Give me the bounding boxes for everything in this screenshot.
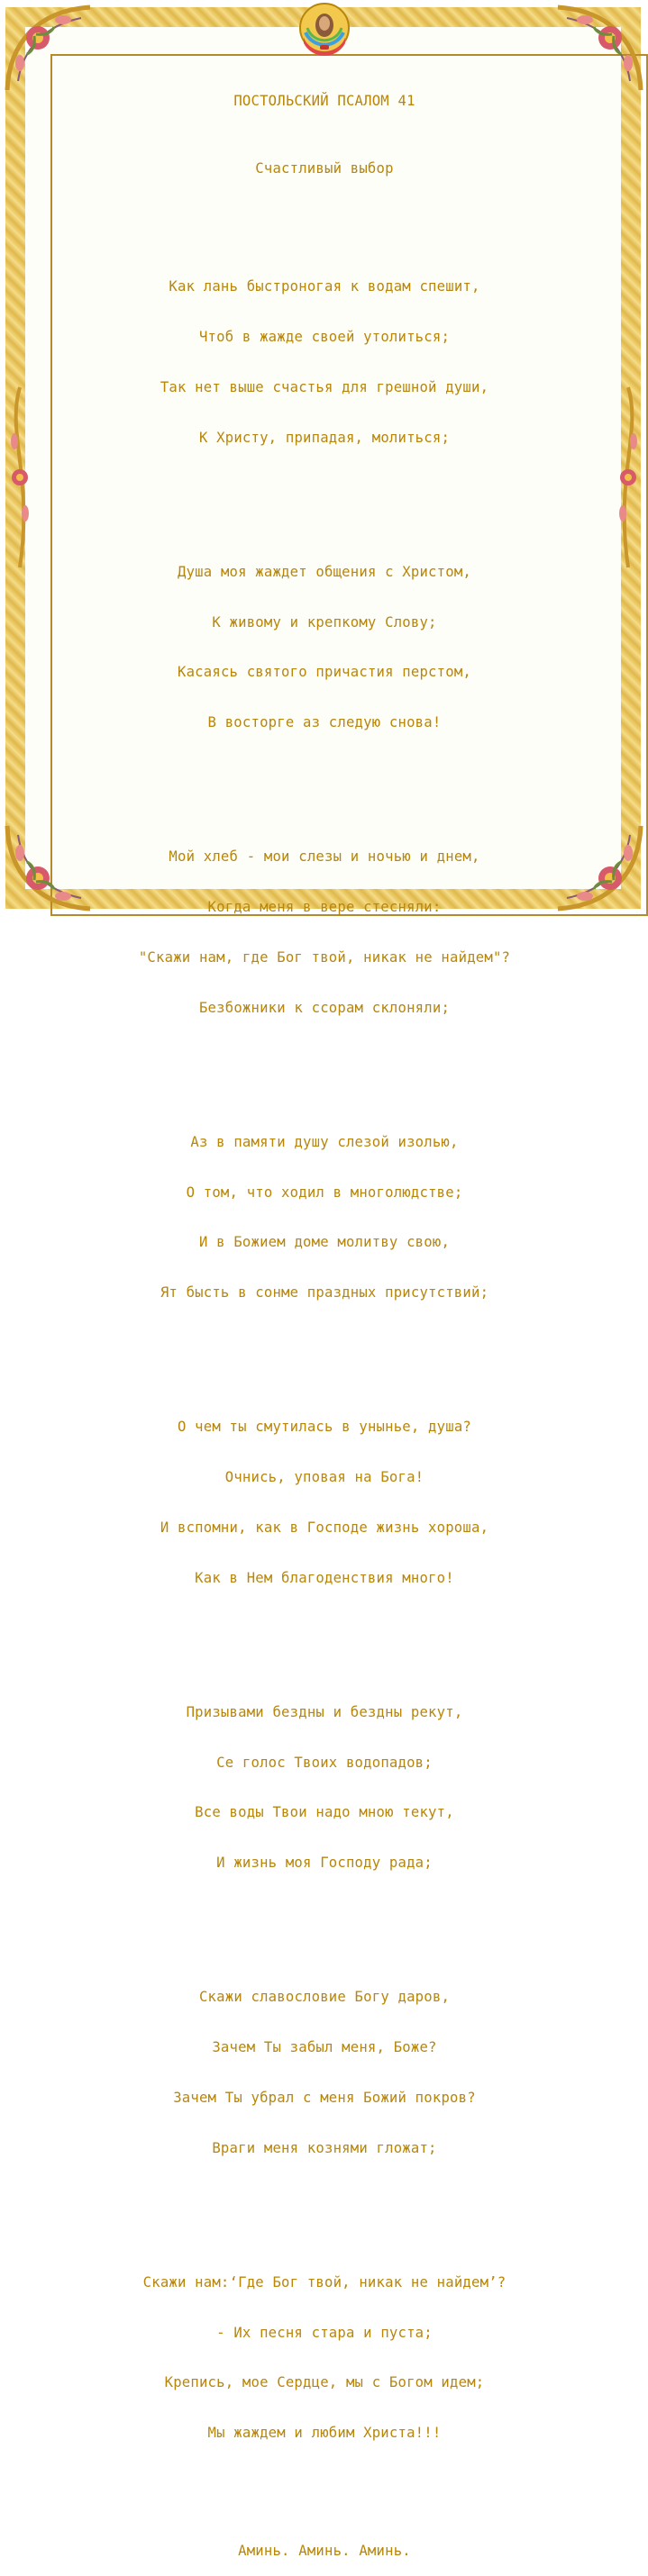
verse-line: О том, что ходил в многолюдстве; bbox=[186, 1184, 463, 1201]
stanza bbox=[54, 531, 595, 765]
verse-line: Очнись, уповая на Бога! bbox=[224, 1469, 424, 1486]
verse-line: Скажи славословие Богу даров, bbox=[198, 1989, 451, 2006]
verse-line: В восторге аз следую снова! bbox=[207, 714, 442, 731]
stanza bbox=[54, 2241, 595, 2475]
verse-line: Чтоб в жажде своей утолиться; bbox=[198, 329, 451, 346]
verse-line: И вспомни, как в Господе жизнь хороша, bbox=[160, 1519, 489, 1536]
verse-line: - Их песня стара и пуста; bbox=[216, 2324, 433, 2341]
verse-line: Зачем Ты убрал с меня Божий покров? bbox=[173, 2089, 476, 2106]
verse-line: Враги меня кознями гложат; bbox=[212, 2139, 437, 2156]
verse-line: К Христу, припадая, молиться; bbox=[198, 429, 451, 446]
stanza bbox=[54, 1101, 595, 1335]
verse-line: Призывами бездны и бездны рекут, bbox=[186, 1703, 463, 1720]
verse-line: Касаясь святого причастия перстом, bbox=[178, 664, 471, 681]
verse-line: Как в Нем благоденствия много! bbox=[195, 1569, 454, 1586]
verse-line: И жизнь моя Господу рада; bbox=[216, 1855, 433, 1872]
verse-line: Мой хлеб - мои слезы и ночью и днем, bbox=[169, 848, 480, 866]
verse-line: Аз в памяти душу слезой изолью, bbox=[190, 1133, 459, 1150]
verse-line: Зачем Ты забыл меня, Боже? bbox=[212, 2039, 437, 2056]
verse-line: Как лань быстроногая к водам спешит, bbox=[169, 278, 480, 295]
christ-medallion-icon bbox=[298, 2, 351, 54]
poem-body bbox=[54, 59, 595, 2576]
floral-side-icon bbox=[610, 387, 646, 567]
verse-line: Ят бысть в сонме праздных присутствий; bbox=[160, 1284, 489, 1302]
verse-line: И в Божием доме молитву свою, bbox=[198, 1234, 451, 1251]
floral-side-icon bbox=[2, 387, 38, 567]
verse-line: Душа моя жаждет общения с Христом, bbox=[178, 563, 471, 580]
stanza bbox=[54, 245, 595, 479]
stanza bbox=[54, 1955, 595, 2190]
closing-amen: Аминь. Аминь. Аминь. bbox=[238, 2542, 411, 2559]
page-title: ПОСТОЛЬСКИЙ ПСАЛОМ 41 bbox=[233, 93, 415, 110]
verse-line: Се голос Твоих водопадов; bbox=[216, 1754, 433, 1771]
verse-line: Скажи нам:‘Где Бог твой, никак не найдем’? bbox=[142, 2273, 507, 2290]
stanza bbox=[54, 815, 595, 1049]
stanza bbox=[54, 1385, 595, 1619]
verse-line: Все воды Твои надо мною текут, bbox=[195, 1804, 454, 1821]
stanza bbox=[54, 1671, 595, 1905]
verse-line: "Скажи нам, где Бог твой, никак не найдем"? bbox=[138, 948, 511, 966]
verse-line: Мы жаждем и любим Христа!!! bbox=[207, 2425, 442, 2442]
verse-line: Крепись, мое Сердце, мы с Богом идем; bbox=[164, 2374, 485, 2391]
verse-line: Безбожники к ссорам склоняли; bbox=[198, 999, 451, 1016]
verse-line: О чем ты смутилась в унынье, душа? bbox=[178, 1419, 471, 1436]
verse-line: Когда меня в вере стесняли: bbox=[207, 899, 442, 916]
poem-subtitle: Счастливый выбор bbox=[255, 160, 394, 177]
verse-line: К живому и крепкому Слову; bbox=[212, 613, 437, 630]
verse-line: Так нет выше счастья для грешной души, bbox=[160, 378, 489, 395]
